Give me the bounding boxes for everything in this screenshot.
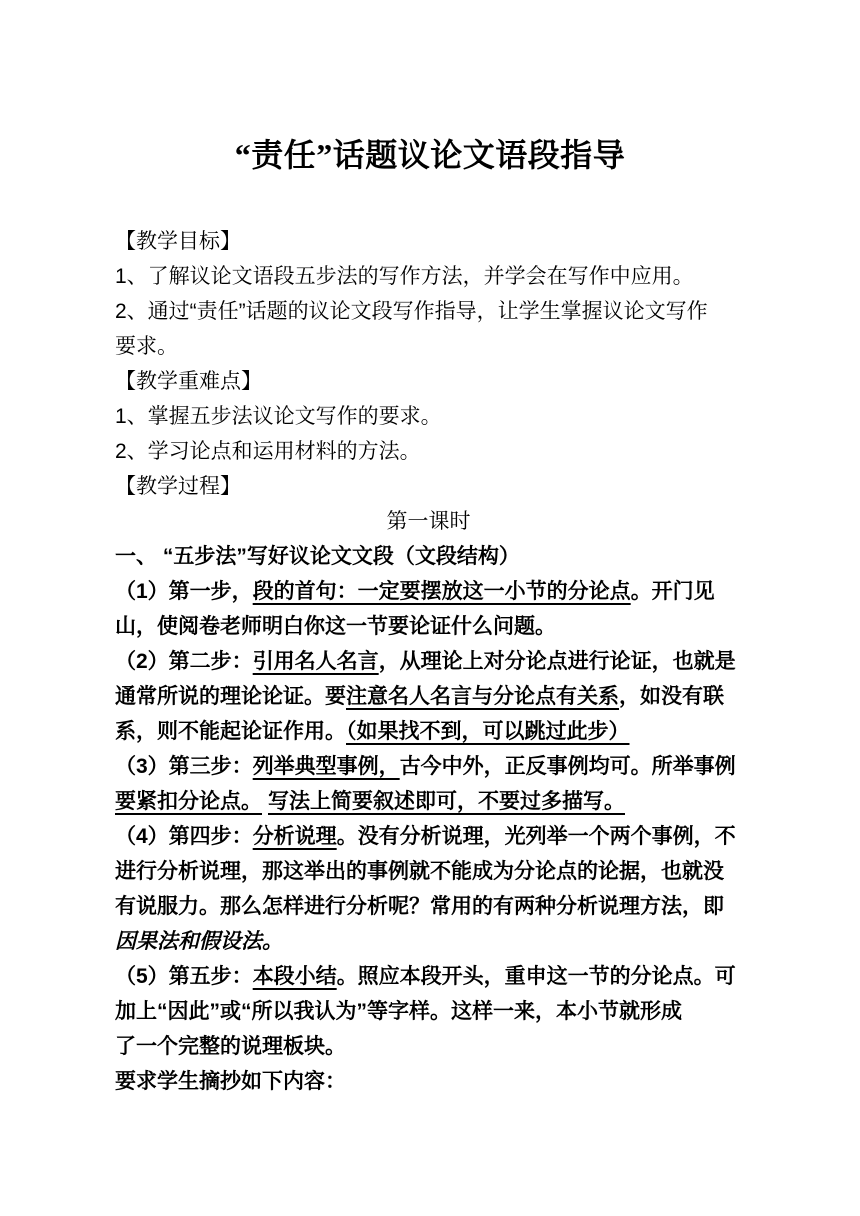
step4-line1-post: 。没有分析说理，光列举一个两个事例，不 [336, 825, 736, 849]
step4-line1-underlined: 分析说理 [252, 825, 337, 849]
step1-line2: 山，使阅卷老师明白你这一节要论证什么问题。 [115, 615, 556, 639]
step3-line1-underlined: 列举典型事例， [252, 755, 400, 779]
five-step-section-heading: 一、 “五步法”写好议论文文段（文段结构） [115, 545, 520, 569]
step2-line1 [115, 644, 742, 679]
step4-line1-pre: （4）第四步： [115, 825, 253, 849]
lesson-one-heading: 第一课时 [386, 510, 471, 534]
key-points-header: 【教学重难点】 [115, 370, 262, 394]
step3-line2-underlined-2: 写法上简要叙述即可，不要过多描写。 [268, 790, 625, 814]
step4-line2: 进行分析说理，那这举出的事例就不能成为分论点的论据，也就没 [115, 860, 724, 884]
step2-line1-underlined: 引用名人名言 [252, 650, 379, 674]
step5-line1-underlined: 本段小结 [252, 965, 337, 989]
step1-line1-post: 。开门见 [630, 580, 715, 604]
step4-line3: 有说服力。那么怎样进行分析呢？常用的有两种分析说理方法，即 [115, 895, 724, 919]
objective-item-2-line2: 要求。 [115, 335, 178, 359]
document-content [115, 224, 742, 1099]
key-point-item-2: 2、学习论点和运用材料的方法。 [115, 440, 421, 464]
step1-line1-pre: （1）第一步， [115, 580, 253, 604]
step2-line2 [115, 679, 742, 714]
step5-line1-post: 。照应本段开头，重申这一节的分论点。可 [336, 965, 736, 989]
step3-line1-post: 古今中外，正反事例均可。所举事例 [399, 755, 736, 779]
step4-line4-italic: 因果法和假设法。 [115, 930, 283, 954]
key-point-item-1: 1、掌握五步法议论文写作的要求。 [115, 405, 442, 429]
step5-line2: 加上“因此”或“所以我认为”等字样。这样一来，本小节就形成 [115, 1000, 682, 1024]
five-step-section [115, 539, 742, 1099]
step4-line1 [115, 819, 742, 854]
closing-instruction: 要求学生摘抄如下内容： [115, 1070, 346, 1094]
process-header: 【教学过程】 [115, 475, 241, 499]
step2-line3 [115, 714, 742, 749]
step2-line1-post: ，从理论上对分论点进行论证，也就是 [378, 650, 736, 674]
step2-line1-pre: （2）第二步： [115, 650, 253, 674]
step3-line2-underlined-1: 要紧扣分论点。 [115, 790, 262, 814]
step1-line1-underlined: 段的首句：一定要摆放这一小节的分论点 [252, 580, 631, 604]
objective-item-2-line1: 2、通过“责任”话题的议论文段写作指导，让学生掌握议论文写作 [115, 300, 708, 324]
document-title: “责任”话题议论文语段指导 [234, 137, 626, 173]
step2-line2-pre: 通常所说的理论论证。要 [115, 685, 346, 709]
step1-line1 [115, 574, 742, 609]
step3-line1 [115, 749, 742, 784]
objectives-header: 【教学目标】 [115, 230, 241, 254]
step2-line2-underlined: 注意名人名言与分论点有关系 [346, 685, 619, 709]
step3-line2 [115, 784, 742, 819]
step5-line3: 了一个完整的说理板块。 [115, 1035, 346, 1059]
teaching-meta-section [115, 224, 742, 504]
objective-item-1: 1、了解议论文语段五步法的写作方法，并学会在写作中应用。 [115, 265, 694, 289]
step5-line1-pre: （5）第五步： [115, 965, 253, 989]
step2-line2-post: ，如没有联 [619, 685, 724, 709]
step5-line1 [115, 959, 742, 994]
step2-line3-pre: 系，则不能起论证作用。 [115, 720, 346, 744]
step3-line1-pre: （3）第三步： [115, 755, 253, 779]
step2-line3-underlined: （如果找不到，可以跳过此步） [346, 720, 630, 744]
